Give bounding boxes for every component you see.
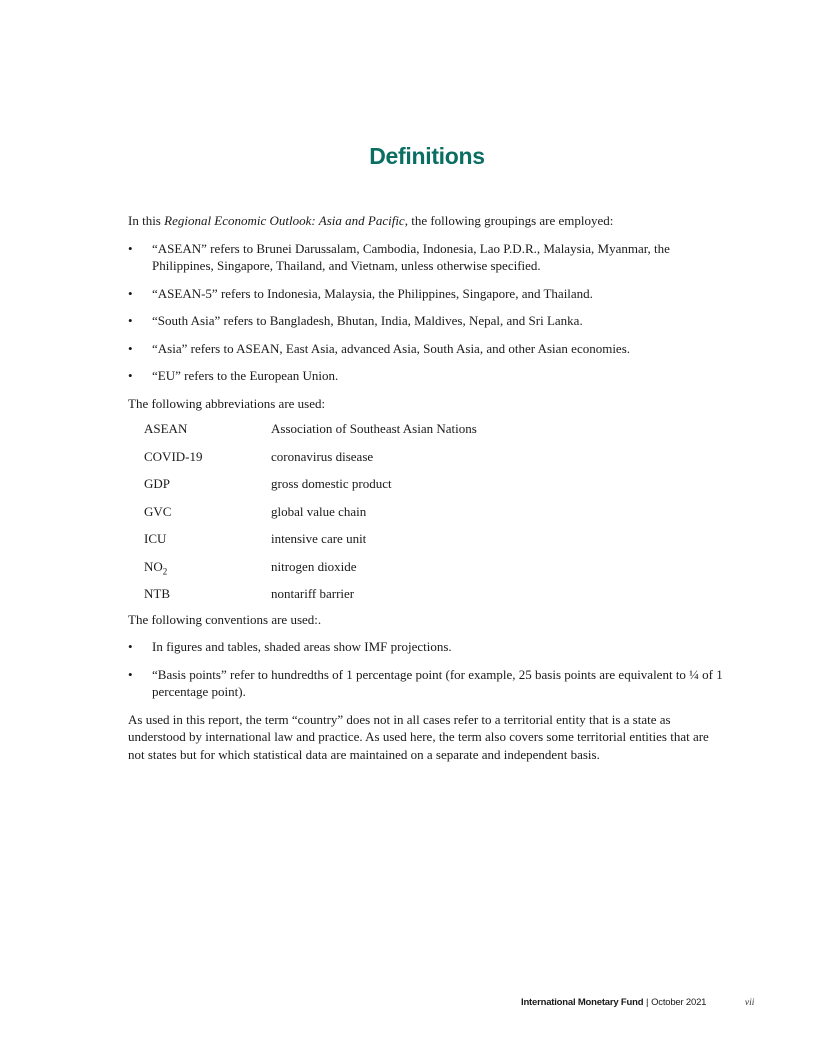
- abbr-term: NTB: [144, 586, 170, 601]
- table-row: [144, 585, 477, 603]
- abbr-term: COVID-19: [144, 448, 203, 464]
- conventions-list: [128, 638, 728, 701]
- abbr-meaning: coronavirus disease: [271, 448, 374, 464]
- abbr-meaning: global value chain: [271, 503, 367, 519]
- list-item: [128, 666, 728, 701]
- abbreviations-table: [144, 420, 477, 603]
- footer-date: October 2021: [651, 997, 707, 1008]
- table-row: [144, 503, 477, 531]
- abbr-meaning: nitrogen dioxide: [271, 558, 357, 574]
- abbr-term: ASEAN: [144, 421, 188, 436]
- bullet-icon: •: [128, 368, 133, 383]
- grouping-text: “ASEAN” refers to Brunei Darussalam, Cambodia, Indonesia, Lao P.D.R., Malaysia, Myanmar, the Philippines, Singapore, Thailand, and Vietnam, unless otherwise specified.: [152, 240, 670, 273]
- grouping-text: “EU” refers to the European Union.: [152, 368, 339, 383]
- list-item: [128, 638, 728, 656]
- bullet-icon: •: [128, 639, 133, 654]
- table-row: [144, 558, 477, 586]
- abbr-meaning: gross domestic product: [271, 476, 392, 491]
- intro-paragraph: [128, 212, 728, 230]
- abbr-meaning: nontariff barrier: [271, 586, 355, 601]
- abbr-term: ICU: [144, 531, 167, 546]
- closing-paragraph: As used in this report, the term “country” does not in all cases refer to a territorial entity that is a state as understood by international law and practice. As used here, the term also covers some territorial entities that are not states but for which statistical data are maintained on a separate and independent basis.: [128, 711, 709, 762]
- list-item: [128, 312, 728, 330]
- convention-text: In figures and tables, shaded areas show IMF projections.: [152, 639, 452, 654]
- intro-prefix: In this: [128, 213, 165, 228]
- page-number: vii: [744, 998, 755, 1008]
- abbr-term: GDP: [144, 476, 171, 491]
- groupings-list: [128, 240, 728, 385]
- abbr-term: [144, 558, 271, 586]
- page-footer: [521, 997, 754, 1008]
- grouping-text: “ASEAN-5” refers to Indonesia, Malaysia, the Philippines, Singapore, and Thailand.: [152, 285, 593, 301]
- abbreviations-intro: The following abbreviations are used:: [128, 395, 326, 411]
- grouping-text: “South Asia” refers to Bangladesh, Bhutan, India, Maldives, Nepal, and Sri Lanka.: [152, 313, 583, 328]
- list-item: [128, 367, 728, 385]
- abbr-term-base: NO: [144, 558, 163, 574]
- bullet-icon: •: [128, 340, 133, 356]
- bullet-icon: •: [128, 240, 133, 256]
- abbr-meaning: Association of Southeast Asian Nations: [271, 421, 477, 436]
- footer-separator: |: [645, 997, 649, 1008]
- footer-org: International Monetary Fund: [521, 997, 644, 1008]
- page-title: Definitions: [369, 143, 485, 170]
- list-item: [128, 240, 728, 275]
- bullet-icon: •: [128, 666, 133, 682]
- abbr-meaning: intensive care unit: [271, 531, 367, 546]
- abbr-term: GVC: [144, 503, 172, 519]
- grouping-text: “Asia” refers to ASEAN, East Asia, advanced Asia, South Asia, and other Asian economies.: [152, 340, 631, 356]
- table-row: [144, 448, 477, 476]
- table-row: [144, 530, 477, 558]
- report-title: Regional Economic Outlook: Asia and Pacific: [164, 213, 405, 228]
- abbr-term-subscript: 2: [162, 566, 168, 577]
- definitions-body: [128, 212, 728, 773]
- table-row: [144, 420, 477, 448]
- conventions-intro: The following conventions are used:.: [128, 611, 322, 627]
- list-item: [128, 340, 728, 358]
- list-item: [128, 285, 728, 303]
- bullet-icon: •: [128, 285, 133, 301]
- convention-text: “Basis points” refer to hundredths of 1 percentage point (for example, 25 basis points are equivalent to ¼ of 1 percentage point).: [152, 666, 723, 699]
- bullet-icon: •: [128, 313, 133, 328]
- table-row: [144, 475, 477, 503]
- intro-suffix: , the following groupings are employed:: [404, 213, 614, 228]
